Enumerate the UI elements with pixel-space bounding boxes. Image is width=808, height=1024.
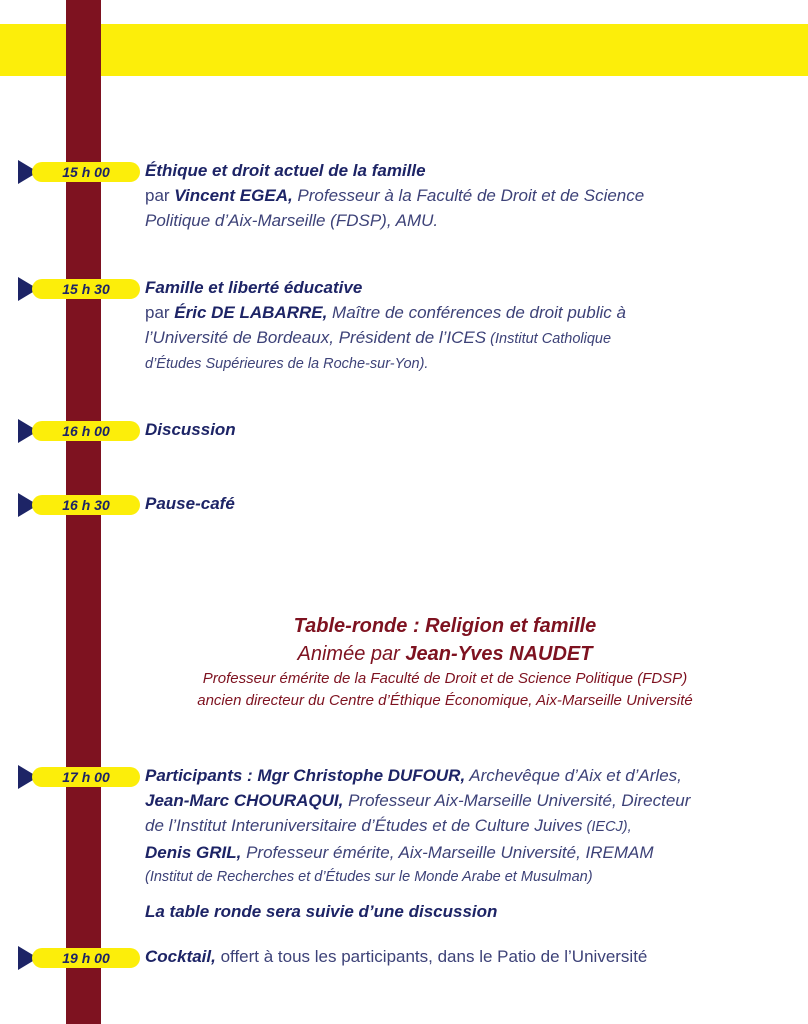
time-label: 15 h 30 — [32, 279, 140, 299]
time-marker — [18, 946, 128, 970]
participant-name: Jean-Marc CHOURAQUI, — [145, 791, 344, 810]
participants-block: Participants : Mgr Christophe DUFOUR, Archevêque d’Aix et d’Arles, Jean-Marc CHOURAQUI, Professeur Aix-Marseille Université, Directeur de l’Institut Interuniversitaire d’Études et de Culture Juives (IECJ), Denis GRIL, Professeur émérite, Aix-Marseille Université, IREMAM (Institut de Recherches et d’Études sur le Monde Arabe et Musulman) La table ronde sera suivie d’une discussion — [145, 763, 785, 924]
followed-note: La table ronde sera suivie d’une discussion — [145, 902, 498, 921]
session-title: Famille et liberté éducative — [145, 278, 363, 297]
time-marker — [18, 419, 128, 443]
time-marker — [18, 765, 128, 789]
session-cocktail: Cocktail, offert à tous les participants, dans le Patio de l’Université — [145, 947, 648, 966]
session-discussion — [145, 417, 785, 442]
time-label: 16 h 30 — [32, 495, 140, 515]
participant-name: Participants : Mgr Christophe DUFOUR, — [145, 766, 466, 785]
time-marker — [18, 277, 128, 301]
time-marker — [18, 493, 128, 517]
speaker-name: Vincent EGEA, — [174, 186, 293, 205]
time-label: 19 h 00 — [32, 948, 140, 968]
session-speaker-line: par Vincent EGEA, Professeur à la Faculté de Droit et de Science — [145, 186, 645, 205]
time-label: 15 h 00 — [32, 162, 140, 182]
round-table-animator: Animée par Jean-Yves NAUDET — [297, 643, 593, 665]
top-yellow-band — [0, 24, 808, 76]
session-pause — [145, 491, 785, 516]
speaker-name: Éric DE LABARRE, — [174, 303, 328, 322]
time-marker — [18, 160, 128, 184]
session-famille: Famille et liberté éducative par Éric DE LABARRE, Maître de conférences de droit public à l’Université de Bordeaux, Président de l’ICES (Institut Catholique d’Études Supérieures de la Roche-sur-Yon). — [145, 275, 785, 377]
participant-name: Denis GRIL, — [145, 843, 242, 862]
session-title: Pause-café — [145, 494, 235, 513]
time-label: 17 h 00 — [32, 767, 140, 787]
session-speaker-line: par Éric DE LABARRE, Maître de conférences de droit public à — [145, 303, 626, 322]
session-title: Éthique et droit actuel de la famille — [145, 161, 426, 180]
round-table-title: Table-ronde : Religion et famille — [293, 615, 597, 637]
session-ethique: Éthique et droit actuel de la famille par Vincent EGEA, Professeur à la Faculté de Droit et de Science Politique d’Aix-Marseille (FDSP), AMU. — [145, 158, 785, 233]
round-table-header: Table-ronde : Religion et famille Animée par Jean-Yves NAUDET Professeur émérite de la Faculté de Droit et de Science Politique (FDSP) ancien directeur du Centre d’Éthique Économique, Aix-Marseille Université — [130, 612, 760, 712]
time-label: 16 h 00 — [32, 421, 140, 441]
session-title: Discussion — [145, 420, 236, 439]
